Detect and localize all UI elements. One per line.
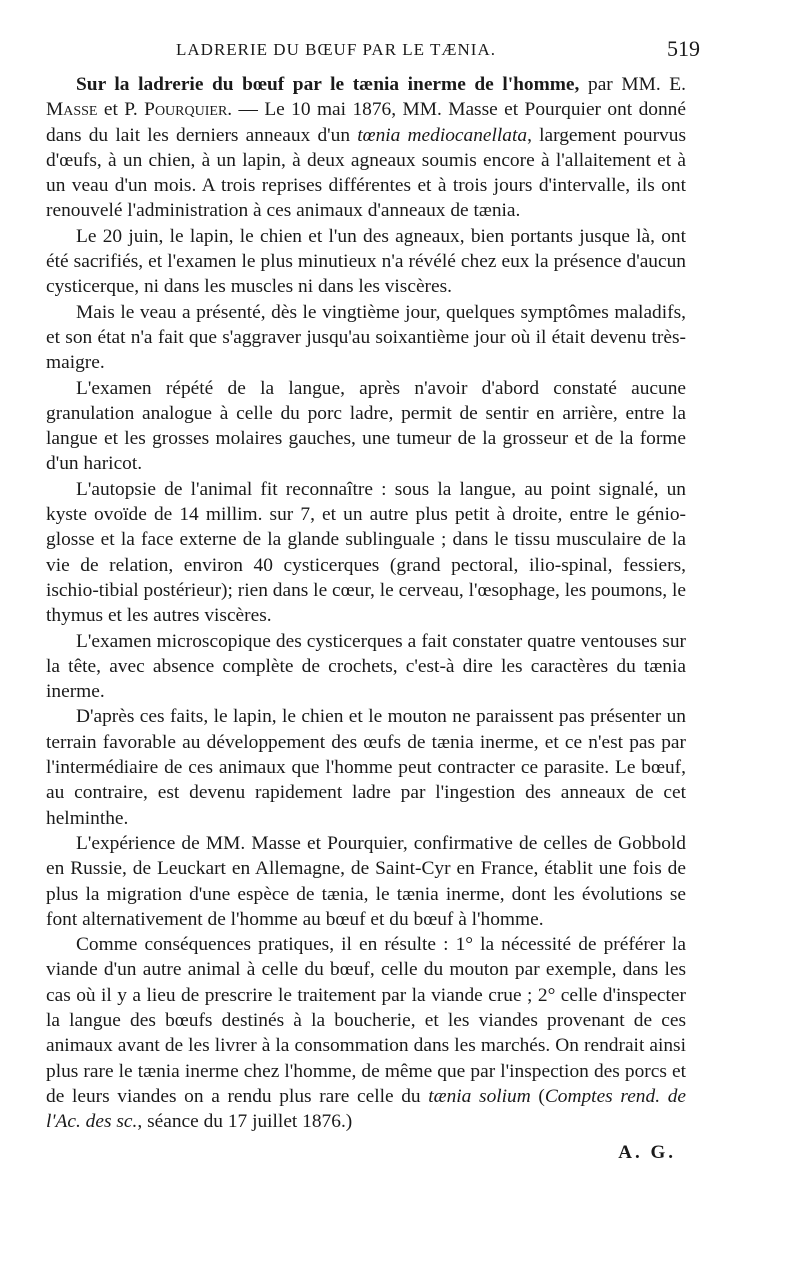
author-2: P. Pourquier [124, 99, 228, 121]
p1-text-a: . — Le 10 mai 1876, MM. Masse et Pourquier ont donné dans du lait les derniers anneaux d'un [46, 99, 686, 146]
paragraph-9 [46, 932, 686, 1134]
signature: A. G. [618, 1142, 676, 1164]
paragraph-5: L'autopsie de l'animal fit reconnaître : sous la langue, au point signalé, un kyste ovoïde de 14 millim. sur 7, et un autre plus petit à droite, entre le génio-glosse et la face externe de la glande sublinguale ; dans le tissu musculaire de la vie de relation, environ 40 cysticerques (grand pectoral, ilio-spinal, fessiers, ischio-tibial postérieur); rien dans le cœur, le cerveau, l'œsophage, les poumons, le thymus et les autres viscères. [46, 478, 686, 627]
p1-text-b: , largement pourvus d'œufs, à un chien, à un lapin, à deux agneaux soumis encore à l'allaitement et à un veau d'un mois. A trois reprises différentes et à trois jours d'intervalle, ils ont renouvelé l'administration à ces animaux d'anneaux de tænia. [46, 124, 686, 222]
authors-prefix: par MM. [588, 74, 670, 95]
paragraph-3: Mais le veau a présenté, dès le vingtième jour, quelques symptômes maladifs, et son état n'a fait que s'aggraver jusqu'au soixantième jour où il était devenu très-maigre. [46, 301, 686, 374]
article-title: Sur la ladrerie du bœuf par le tænia inerme de l'homme, [76, 74, 580, 95]
paragraph-8: L'expérience de MM. Masse et Pourquier, confirmative de celles de Gobbold en Russie, de Leuckart en Allemagne, de Saint-Cyr en France, établit une fois de plus la migration d'une espèce de tænia, le tænia inerme, dont les évolutions se font alternativement de l'homme au bœuf et du bœuf à l'homme. [46, 832, 686, 930]
p9-italic-species: tænia solium [428, 1085, 531, 1107]
article-body [46, 72, 686, 1166]
paragraph-2: Le 20 juin, le lapin, le chien et l'un des agneaux, bien portants jusque là, ont été sacrifiés, et l'examen le plus minutieux n'a révélé chez eux la présence d'aucun cysticerque, ni dans les muscles ni dans les viscères. [46, 225, 686, 298]
paragraph-7: D'après ces faits, le lapin, le chien et le mouton ne paraissent pas présenter un terrain favorable au développement des œufs de tænia inerme, et ce n'est pas par l'intermédiaire de ces animaux que l'homme peut contracter ce parasite. Le bœuf, au contraire, est devenu rapidement ladre par l'ingestion des anneaux de cet helminthe. [46, 706, 686, 829]
paragraph-4: L'examen répété de la langue, après n'avoir d'abord constaté aucune granulation analogue à celle du porc ladre, permit de sentir en arrière, entre la langue et les grosses molaires gauches, une tumeur de la grosseur et de la forme d'un haricot. [46, 377, 686, 475]
document-page [46, 30, 700, 1166]
p9-italic-source: Comptes rend. de l'Ac. des sc. [46, 1085, 686, 1133]
page-header [46, 30, 700, 66]
paragraph-6: L'examen microscopique des cysticerques a fait constater quatre ventouses sur la tête, avec absence complète de crochets, c'est-à dire les caractères du tænia inerme. [46, 630, 686, 703]
running-head: LADRERIE DU BŒUF PAR LE TÆNIA. [176, 40, 496, 59]
p9-text-a: Comme conséquences pratiques, il en résulte : 1° la nécessité de préférer la viande d'un autre animal à celle du bœuf, celle du mouton par exemple, dans les cas où il y a lieu de prescrire le traitement par la viande crue ; 2° celle d'inspecter la langue des bœufs destinés à la boucherie, et les viandes provenant de ces animaux avant de les livrer à la consommation dans les marchés. On rendrait ainsi plus rare le tænia inerme chez l'homme, de même que par l'inspection des porcs et de leurs viandes on a rendu plus rare celle du [46, 934, 686, 1107]
author-1: E. Masse [46, 74, 686, 121]
p9-text-b: ( [530, 1085, 545, 1107]
authors-mid: et [97, 99, 125, 121]
paragraph-1 [46, 72, 686, 224]
page-number: 519 [667, 36, 700, 61]
p9-text-c: , séance du 17 juillet 1876.) [137, 1111, 353, 1133]
p1-italic-species: tœnia mediocanellata [357, 124, 528, 146]
